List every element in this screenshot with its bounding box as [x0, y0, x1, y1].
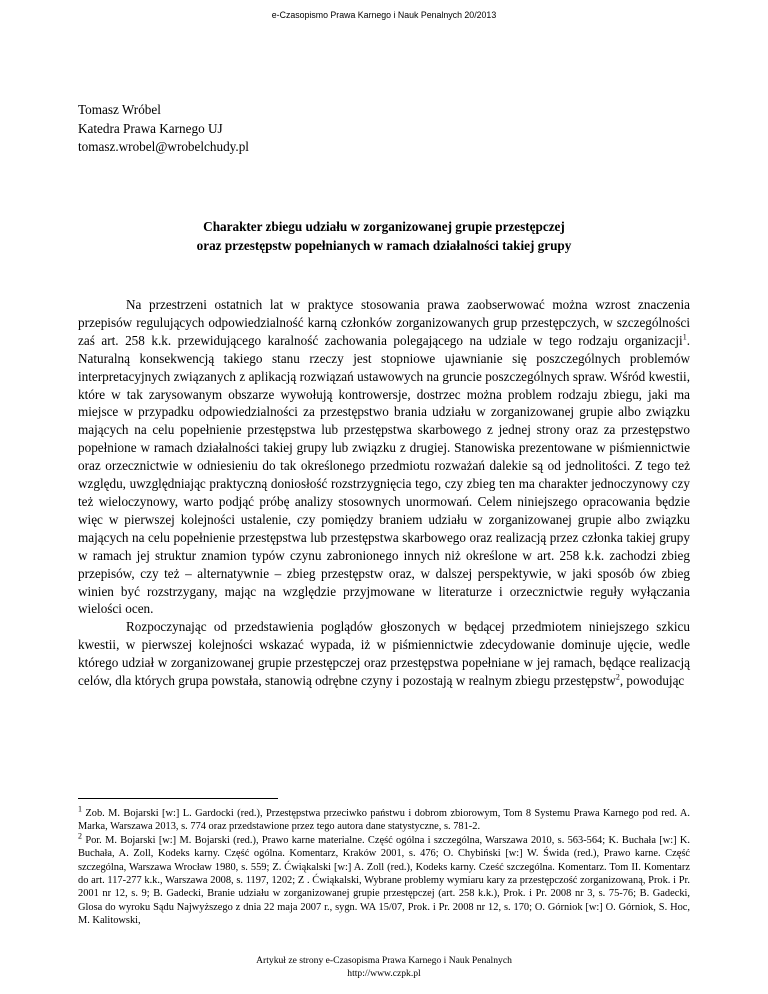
footnote-ref-2: 2 [615, 672, 620, 682]
footnote-text: Por. M. Bojarski [w:] M. Bojarski (red.), Prawo karne materialne. Część ogólna i szczególna, Warszawa 2010, s. 563-564; K. Buchała [w:] K. Buchała, A. Zoll, Kodeks karny. Część ogólna. Komentarz, Kraków 2001, s. 476; O. Chybiński [w:] W. Świda (red.), Prawo karne. Część szczególna, Warszawa Wrocław 1980, s. 559; Z. Ćwiąkalski [w:] A. Zoll (red.), Kodeks karny. Cześć szczególna. Komentarz. Tom II. Komentarz do art. 117-277 k.k., Warszawa 2008, s. 1197, 1202; Z . Ćwiąkalski, Wybrane problemy wymiaru kary za przestępczość zorganizowaną, Prok. i Pr. 2001 nr 12, s. 9; B. Gadecki, Branie udziału w zorganizowanej grupie przestępczej (art. 258 k.k.), Prok. i Pr. 2008 nr 3, s. 75-76; B. Gadecki, Glosa do wyroku Sądu Najwyższego z dnia 22 maja 2007 r., sygn. WA 15/07, Prok. i Pr. 2008 nr 12, s. 170; O. Górniok [w:] O. Górniok, S. Hoc, M. Kalitowski, [78, 834, 690, 927]
body-text-span: Na przestrzeni ostatnich lat w praktyce stosowania prawa zaobserwować można wzrost znaczenia przepisów regulujących odpowiedzialność karną członków zorganizowanych grup przestępczych, w szczególności zaś art. 258 k.k. przewidującego karalność zachowania polegającego na udziale w tego rodzaju organizacji [78, 297, 690, 348]
footnote-number: 1 [78, 804, 82, 814]
title-line-2: oraz przestępstw popełnianych w ramach działalności takiej grupy [196, 237, 572, 253]
running-header: e-Czasopismo Prawa Karnego i Nauk Penalnych 20/2013 [271, 10, 497, 20]
author-block [78, 101, 249, 157]
footnote-ref-1: 1 [682, 332, 687, 342]
article-title [78, 218, 690, 255]
body-text-span: Rozpoczynając od przedstawienia poglądów głoszonych w będącej przedmiotem niniejszego szkicu kwestii, w pierwszej kolejności wskazać wypada, iż w piśmiennictwie zdecydowanie dominuje ujęcie, wedle którego udział w zorganizowanej grupie przestępczej oraz przestępstwa popełniane w jej ramach, będące realizacją celów, dla których grupa powstała, stanowią odrębne czyny i pozostają w realnym zbiegu przestępstw [78, 619, 690, 689]
footnote-2 [78, 831, 690, 928]
author-email: tomasz.wrobel@wrobelchudy.pl [78, 139, 249, 154]
footnotes [78, 804, 690, 928]
footnote-separator [78, 798, 278, 799]
footnote-number: 2 [78, 831, 82, 841]
body-text-span: . Naturalną konsekwencją takiego stanu rzeczy jest stopniowe ujawnianie się poszczególnych problemów interpretacyjnych związanych z aplikacją rozwiązań ustawowych na gruncie poszczególnych spraw. Wśród kwestii, które w tak zarysowanym obszarze wywołują kontrowersje, dostrzec można problem rodzaju zbiegu, jaki ma miejsce w przypadku odpowiedzialności za przestępstwo brania udziału w zorganizowanej grupie albo związku mających na celu popełnienie przestępstwa lub przestępstwa skarbowego z jednej strony oraz za przestępstwo popełnione w ramach działalności takiej grupy lub związku z drugiej. Stanowiska prezentowane w piśmiennictwie oraz orzecznictwie w odniesieniu do tak określonego przedmiotu rozważań dalekie są od jednolitości. Z tego też względu, uwzględniając praktyczną doniosłość rozstrzygnięcia tego, czy zbieg ten ma charakter jednoczynowy czy też wieloczynowy, warto podjąć próbę analizy stosownych unormowań. Celem niniejszego opracowania będzie więc w pierwszej kolejności ustalenie, czy pomiędzy braniem udziału w zorganizowanej grupie albo związku mających na celu popełnienie przestępstwa lub przestępstwa skarbowego oraz realizacją przez członka takiej grupy w ramach jej struktur znamion typów czynu zabronionego innych niż określone w art. 258 k.k. zachodzi zbieg przepisów, czy też – alternatywnie – zbieg przestępstw oraz, w dalszej perspektywie, w jaki sposób ów zbieg winien być rozstrzygany, mając na względzie przyjmowane w literaturze i orzecznictwie reguły wyłączania wielości ocen. [78, 332, 690, 617]
author-name: Tomasz Wróbel [78, 102, 161, 117]
footnote-1 [78, 804, 690, 834]
author-affiliation: Katedra Prawa Karnego UJ [78, 120, 223, 136]
body-text-span: , powodując [619, 673, 685, 689]
body-paragraph-1 [78, 296, 690, 618]
title-line-1: Charakter zbiegu udziału w zorganizowanej grupie przestępczej [203, 219, 565, 234]
article-body [78, 296, 690, 690]
footer-url: http://www.czpk.pl [347, 967, 421, 979]
body-paragraph-2 [78, 618, 690, 690]
page-footer [0, 955, 768, 980]
footer-line-1: Artykuł ze strony e-Czasopisma Prawa Karnego i Nauk Penalnych [256, 955, 512, 966]
footnote-text: Zob. M. Bojarski [w:] L. Gardocki (red.), Przestępstwa przeciwko państwu i dobrom zbiorowym, Tom 8 Systemu Prawa Karnego pod red. A. Marka, Warszawa 2013, s. 774 oraz przedstawione przez tego autora dane statystyczne, s. 781-2. [78, 808, 690, 833]
